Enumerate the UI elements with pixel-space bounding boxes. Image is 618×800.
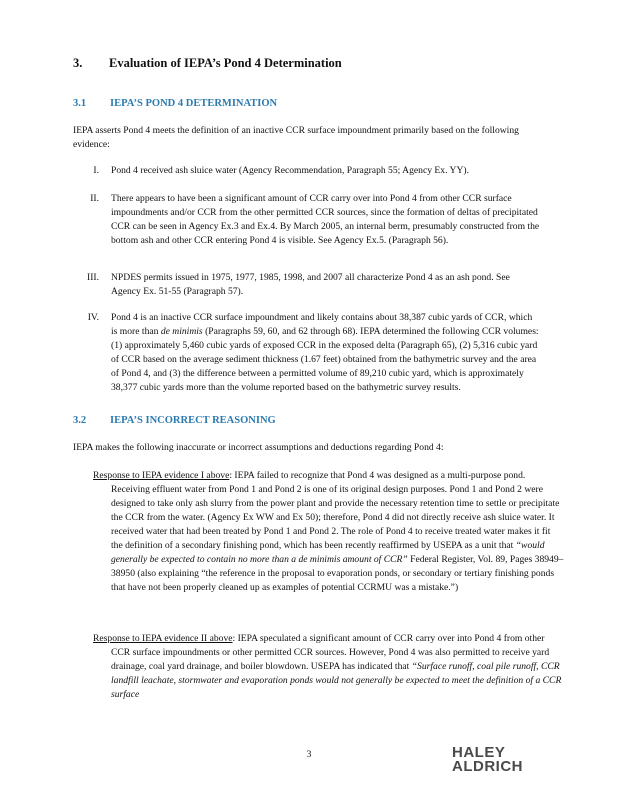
item-number: III. <box>87 272 99 283</box>
response-text: Response to IEPA evidence II above: IEPA speculated a significant amount of CCR carry over into Pond 4 from other CCR surface impoundments or other permitted CCR sources. However, Pond 4 was also permitted to receive yard drainage, coal yard drainage, and boiler blowdown. USEPA has indicated that “Surface runoff, coal pile runoff, CCR landfill leachate, stormwater and evaporation ponds would not generally be expected to meet the definition of a CCR surface <box>93 633 562 700</box>
subsection-intro: IEPA asserts Pond 4 meets the definition of an inactive CCR surface impoundment primarily based on the following evidence: <box>73 125 519 150</box>
item-number: II. <box>90 193 99 204</box>
item-text <box>111 311 541 395</box>
response-label: Response to IEPA evidence II above <box>93 633 233 644</box>
item-text: NPDES permits issued in 1975, 1977, 1985, 1998, and 2007 all characterize Pond 4 as an ash pond. See Agency Ex. 51-55 (Paragraph 57). <box>111 272 510 297</box>
evidence-item-3 <box>73 271 543 299</box>
response-2 <box>93 632 565 702</box>
subsection-title: IEPA’S INCORRECT REASONING <box>110 415 276 426</box>
response-label: Response to IEPA evidence I above <box>93 470 230 481</box>
item-text-emphasis: de minimis <box>160 326 203 337</box>
section-number: 3. <box>73 56 83 70</box>
evidence-item-4 <box>73 311 543 409</box>
item-text: There appears to have been a significant amount of CCR carry over into Pond 4 from other CCR surface impoundments and/or CCR from the other permitted CCR sources, since the formation of deltas of precipitated CCR can be seen in Agency Ex.3 and Ex.4. By March 2005, an internal berm, presumably constructed from the bottom ash and other CCR entering Pond 4 is visible. See Agency Ex.5. (Paragraph 56). <box>111 193 540 246</box>
item-text: Pond 4 received ash sluice water (Agency Recommendation, Paragraph 55; Agency Ex. YY). <box>111 165 469 176</box>
page-number: 3 <box>306 749 312 760</box>
subsection-title: IEPA’S POND 4 DETERMINATION <box>110 98 278 109</box>
item-text-part: Pond 4 is an inactive CCR surface impoundment and likely contains about 38,387 cubic yards of CCR, which is more than <box>111 312 533 337</box>
subsection-number: 3.1 <box>73 98 87 109</box>
response-1 <box>93 469 565 624</box>
logo-line-1: HALEY <box>452 744 506 761</box>
section-title: Evaluation of IEPA’s Pond 4 Determination <box>109 56 342 70</box>
item-number: I. <box>93 165 99 176</box>
logo-line-2: ALDRICH <box>452 758 523 775</box>
subsection-intro: IEPA makes the following inaccurate or incorrect assumptions and deductions regarding Pond 4: <box>73 442 444 453</box>
evidence-item-1 <box>73 164 543 178</box>
evidence-item-2 <box>73 192 543 262</box>
item-number: IV. <box>87 312 99 323</box>
haley-aldrich-logo <box>452 746 548 774</box>
subsection-heading-3-1 <box>73 98 553 109</box>
response-quote: “Surface runoff, coal pile runoff, CCR landfill leachate, stormwater and evaporation ponds would not generally be expected to meet the definition of a CCR surface <box>111 661 562 700</box>
subsection-number: 3.2 <box>73 415 87 426</box>
item-text-part: (Paragraphs 59, 60, and 62 through 68). IEPA determined the following CCR volumes: (1) approximately 5,460 cubic yards of exposed CCR in the exposed delta (Paragraph 65), (2) 5,316 cubic yard of CCR based on the average sediment thickness (1.67 feet) obtained from the bathymetric survey and the area of Pond 4, and (3) the difference between a permitted volume of 89,210 cubic yard, which is approximately 38,377 cubic yards more than the volume reported based on the bathymetric survey results. <box>111 326 539 393</box>
response-text: Response to IEPA evidence I above: IEPA failed to recognize that Pond 4 was designed as a multi-purpose pond. Receiving effluent water from Pond 1 and Pond 2 is one of its original design purposes. Pond 1 and Pond 2 were designed to take only ash slurry from the power plant and provide the necessary retention time to settle or precipitate the CCR from the water. (Agency Ex WW and Ex 50); therefore, Pond 4 did not directly receive ash sluice water. It received water that had been treated by Pond 1 and Pond 2. The role of Pond 4 to receive treated water makes it fit the definition of a secondary finishing pond, which has been recently reaffirmed by USEPA as a unit that “would generally be expected to contain no more than a de minimis amount of CCR” Federal Register, Vol. 89, Pages 38949–38950 (also explaining “the reference in the proposal to evaporation ponds, or secondary or tertiary finishing ponds that have not been properly cleaned up as examples of potential CCRMU was a mistake.”) <box>93 470 564 593</box>
section-heading <box>73 56 553 71</box>
subsection-heading-3-2 <box>73 415 553 426</box>
response-quote: “would generally be expected to contain no more than a de minimis amount of CCR” <box>111 540 545 565</box>
